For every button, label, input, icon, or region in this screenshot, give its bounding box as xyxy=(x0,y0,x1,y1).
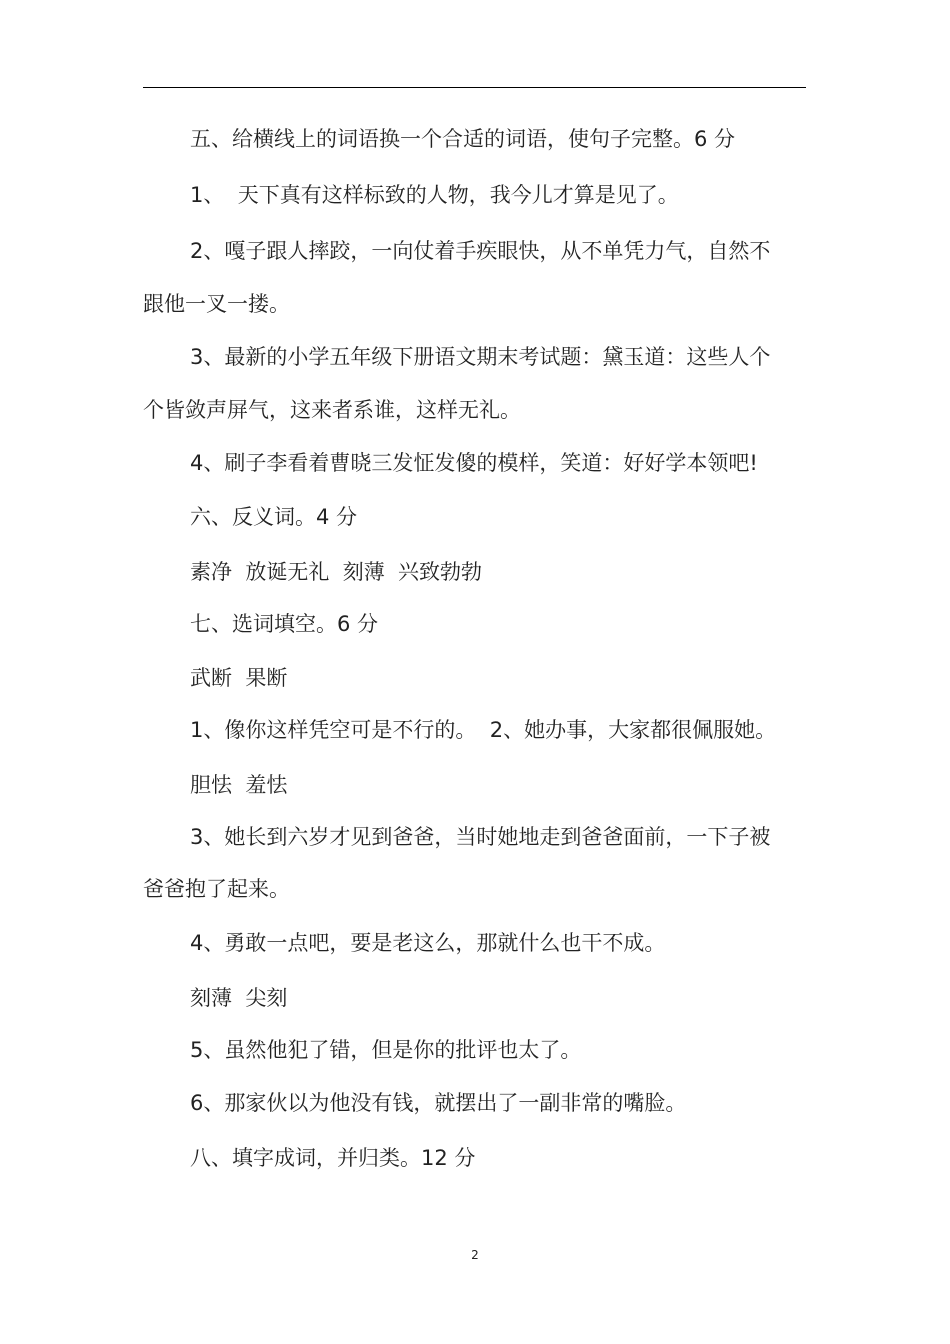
page-number: 2 xyxy=(471,1248,479,1262)
question-line: 1、像你这样凭空可是不行的。 2、她办事，大家都很佩服她。 xyxy=(190,718,777,742)
question-line: 4、刷子李看着曹晓三发怔发傻的模样，笑道：好好学本领吧! xyxy=(190,451,758,475)
question-line: 6、那家伙以为他没有钱，就摆出了一副非常的嘴脸。 xyxy=(190,1091,687,1115)
word-choice-pair: 胆怯 羞怯 xyxy=(190,773,288,797)
header-rule xyxy=(143,87,806,88)
question-line: 4、勇敢一点吧，要是老这么，那就什么也干不成。 xyxy=(190,931,666,955)
section-seven-heading: 七、选词填空。6 分 xyxy=(190,612,379,636)
question-line: 3、她长到六岁才见到爸爸，当时她地走到爸爸面前，一下子被 xyxy=(190,825,771,849)
question-line: 3、最新的小学五年级下册语文期末考试题：黛玉道：这些人个 xyxy=(190,345,771,369)
section-five-heading: 五、给横线上的词语换一个合适的词语，使句子完整。6 分 xyxy=(190,127,736,151)
question-line-continued: 跟他一叉一搂。 xyxy=(143,292,290,316)
section-eight-heading: 八、填字成词，并归类。12 分 xyxy=(190,1146,476,1170)
question-line: 2、嘎子跟人摔跤，一向仗着手疾眼快，从不单凭力气，自然不 xyxy=(190,239,771,263)
section-six-heading: 六、反义词。4 分 xyxy=(190,505,358,529)
question-line-continued: 个皆敛声屏气，这来者系谁，这样无礼。 xyxy=(143,398,521,422)
word-choice-pair: 刻薄 尖刻 xyxy=(190,986,288,1010)
word-list: 素净 放诞无礼 刻薄 兴致勃勃 xyxy=(190,560,483,584)
question-line-continued: 爸爸抱了起来。 xyxy=(143,877,290,901)
word-choice-pair: 武断 果断 xyxy=(190,666,288,690)
question-line: 1、 天下真有这样标致的人物，我今儿才算是见了。 xyxy=(190,183,679,207)
question-line: 5、虽然他犯了错，但是你的批评也太了。 xyxy=(190,1038,582,1062)
